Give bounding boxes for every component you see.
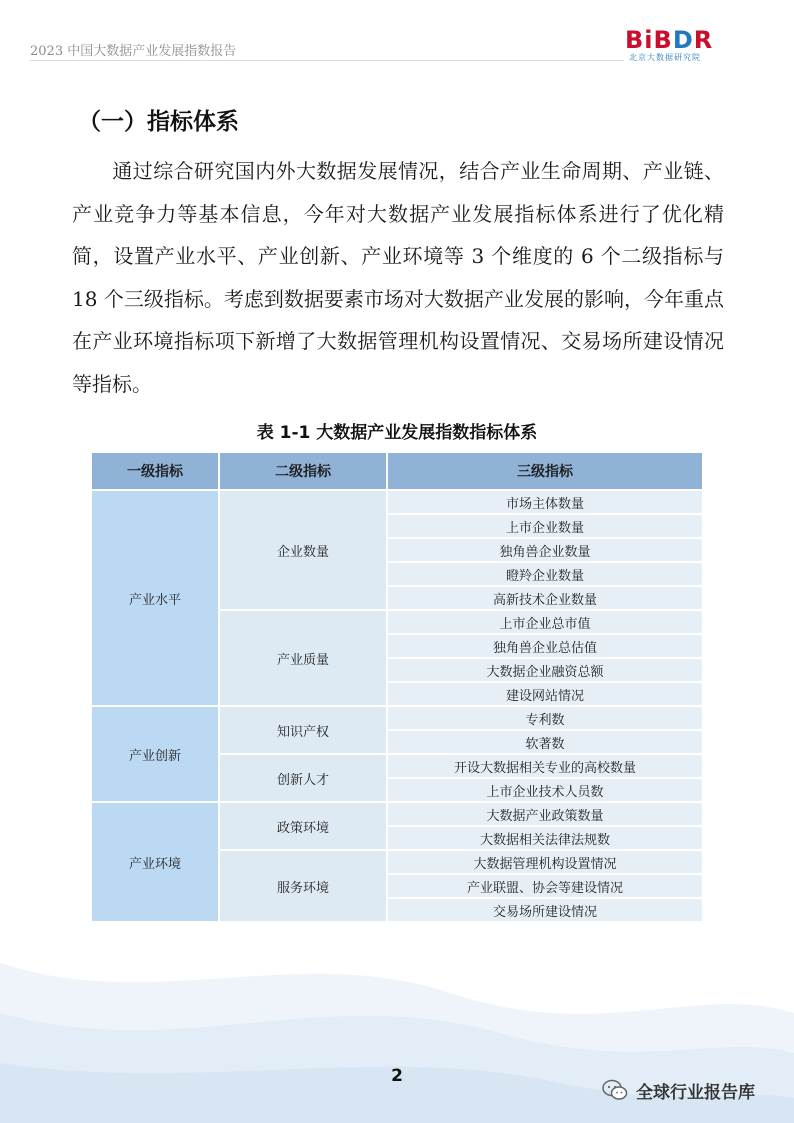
level2-cell: 政策环境: [219, 802, 387, 850]
level3-cell: 上市企业技术人员数: [387, 778, 703, 802]
watermark: [602, 1078, 755, 1102]
level3-cell: 大数据管理机构设置情况: [387, 850, 703, 874]
report-title: 2023 中国大数据产业发展指数报告: [30, 44, 237, 59]
table-row: [91, 490, 703, 514]
table-caption: 表 1-1 大数据产业发展指数指标体系: [256, 423, 538, 443]
level3-cell: 上市企业数量: [387, 514, 703, 538]
level1-cell: 产业创新: [91, 706, 219, 802]
level3-cell: 大数据产业政策数量: [387, 802, 703, 826]
wechat-icon: [602, 1079, 628, 1101]
level3-cell: 软著数: [387, 730, 703, 754]
page-number: 2: [391, 1066, 403, 1086]
bibdr-logo: [625, 26, 765, 66]
level3-cell: 市场主体数量: [387, 490, 703, 514]
level3-cell: 产业联盟、协会等建设情况: [387, 874, 703, 898]
header-level3: 三级指标: [387, 452, 703, 490]
level3-cell: 开设大数据相关专业的高校数量: [387, 754, 703, 778]
level3-cell: 大数据相关法律法规数: [387, 826, 703, 850]
level2-cell: 服务环境: [219, 850, 387, 922]
header-level2: 二级指标: [219, 452, 387, 490]
level3-cell: 建设网站情况: [387, 682, 703, 706]
level3-cell: 大数据企业融资总额: [387, 658, 703, 682]
table-header-row: [91, 452, 703, 490]
paragraph-text: 通过综合研究国内外大数据发展情况，结合产业生命周期、产业链、产业竞争力等基本信息，今年对大数据产业发展指标体系进行了优化精简，设置产业水平、产业创新、产业环境等 3 个维度的 6 个二级指标与 18 个三级指标。考虑到数据要素市场对大数据产业发展的影响，今年重点在产业环境指标项下新增了大数据管理机构设置情况、交易场所建设情况等指标。: [72, 159, 724, 396]
level3-cell: 瞪羚企业数量: [387, 562, 703, 586]
indicator-table: [90, 451, 704, 923]
logo-text: BiBDR: [625, 26, 714, 54]
table-body: [91, 490, 703, 922]
level3-cell: 专利数: [387, 706, 703, 730]
level3-cell: 交易场所建设情况: [387, 898, 703, 922]
header-level1: 一级指标: [91, 452, 219, 490]
level2-cell: 创新人才: [219, 754, 387, 802]
table-row: [91, 706, 703, 730]
level2-cell: 知识产权: [219, 706, 387, 754]
body-paragraph: [72, 150, 724, 405]
logo-subtitle: 北京大数据研究院: [629, 53, 701, 62]
section-heading: （一）指标体系: [78, 109, 239, 135]
level1-cell: 产业水平: [91, 490, 219, 706]
level1-cell: 产业环境: [91, 802, 219, 922]
watermark-text: 全球行业报告库: [636, 1082, 755, 1103]
table-row: [91, 802, 703, 826]
level3-cell: 高新技术企业数量: [387, 586, 703, 610]
level3-cell: 上市企业总市值: [387, 610, 703, 634]
level2-cell: 企业数量: [219, 490, 387, 610]
level2-cell: 产业质量: [219, 610, 387, 706]
page-header: [0, 0, 794, 62]
level3-cell: 独角兽企业总估值: [387, 634, 703, 658]
level3-cell: 独角兽企业数量: [387, 538, 703, 562]
header-divider: [30, 60, 624, 61]
